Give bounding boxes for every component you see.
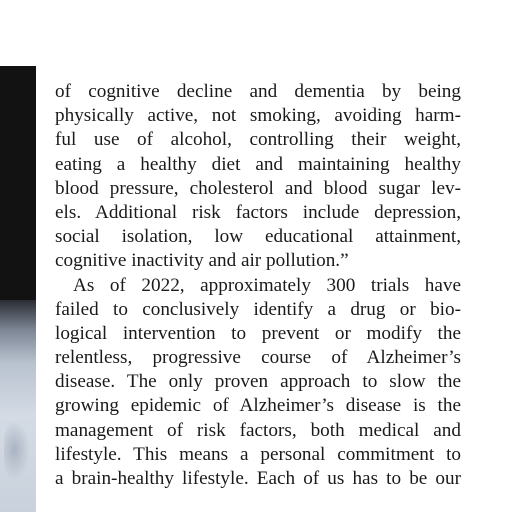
text-line: lifestyle. This means a personal commitment to [55,443,461,465]
text-line: logical intervention to prevent or modify the [55,322,461,344]
text-line: growing epidemic of Alzheimer’s disease is the [55,395,461,417]
text-line: failed to conclusively identify a drug or bio- [55,298,461,320]
photo-dark-background [0,66,36,326]
text-line: els. Additional risk factors include depression, [55,201,461,223]
text-line: ful use of alcohol, controlling their weight, [55,129,461,151]
paragraph-2 [55,274,461,492]
text-line: physically active, not smoking, avoiding harm- [55,105,461,127]
photo-edge [0,0,36,512]
text-line: cognitive inactivity and air pollution.” [55,250,349,272]
text-line: disease. The only proven approach to slow the [55,371,461,393]
text-line: As of 2022, approximately 300 trials have [73,274,461,296]
text-line: blood pressure, cholesterol and blood sugar lev- [55,177,461,199]
body-text [55,80,461,491]
text-line: management of risk factors, both medical and [55,419,461,441]
text-line: relentless, progressive course of Alzheimer’s [55,347,461,369]
text-line: social isolation, low educational attainment, [55,226,461,248]
photo-person-shoulder [0,300,36,512]
text-line: eating a healthy diet and maintaining healthy [55,153,461,175]
text-line: a brain-healthy lifestyle. Each of us has to be our [55,468,461,489]
paragraph-1 [55,80,461,274]
text-line: of cognitive decline and dementia by being [55,81,461,102]
